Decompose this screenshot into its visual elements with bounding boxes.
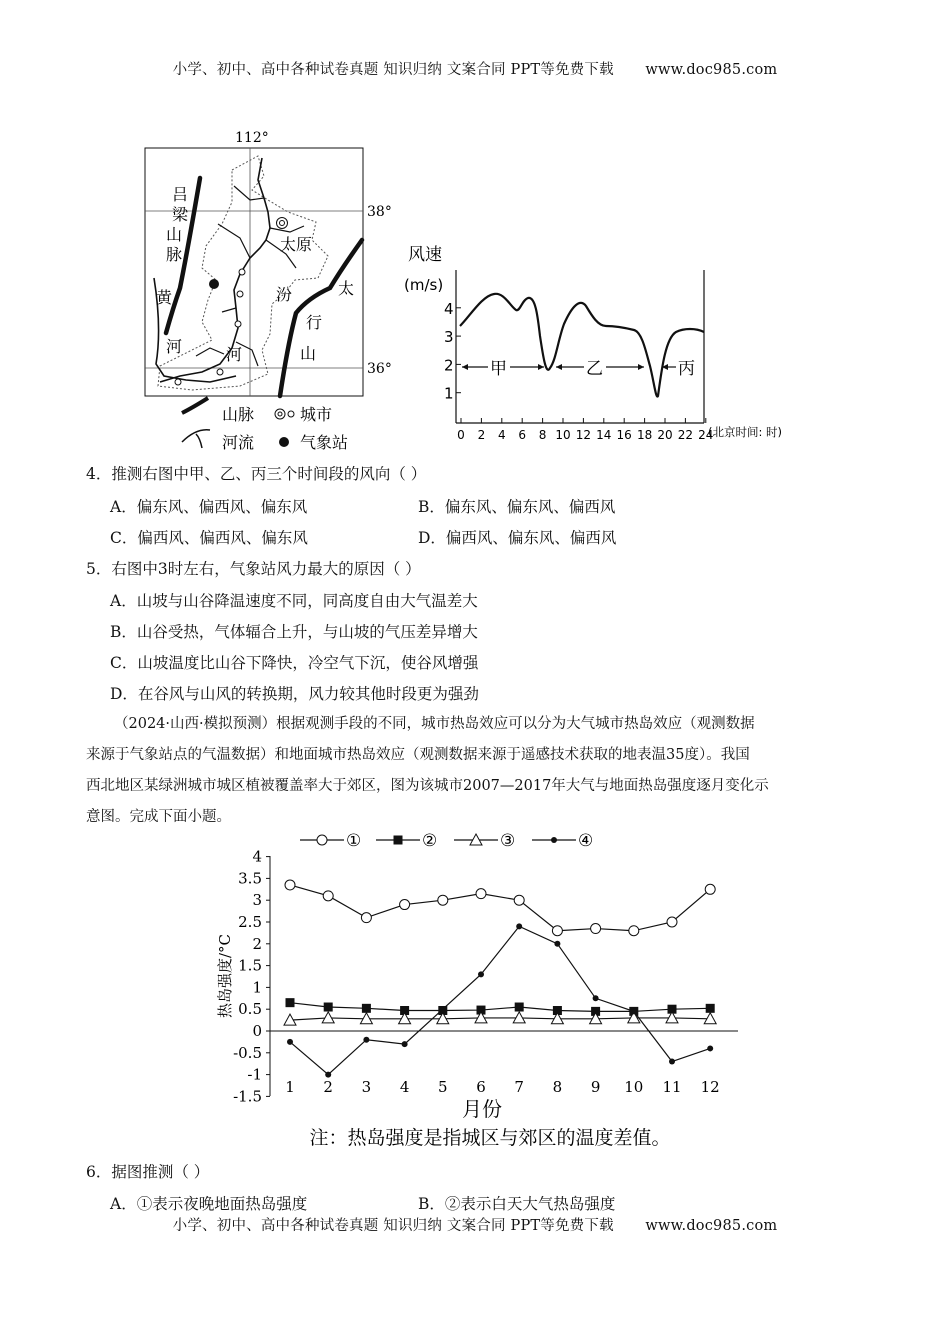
q5-option-a[interactable]: A．山坡与山谷降温速度不同，同高度自由大气温差大 [110,592,478,610]
series-4-point [516,923,522,929]
series-1-point [400,900,410,910]
q5-stem: 5．右图中3时左右，气象站风力最大的原因（ ） [86,560,421,578]
wind-speed-chart [400,236,830,446]
series-1-point [667,917,677,927]
wind-y-tick-label: 2 [444,356,454,375]
legend-city-icon [275,409,285,419]
taiyuan-city-marker [277,218,288,229]
series-1-line [290,885,710,931]
map-lat-bottom-label: 36° [367,361,392,377]
lvliang-char-1: 吕 [172,185,189,204]
legend-mountain-label: 山脉 [222,405,255,424]
wind-x-tick-label: 22 [677,428,694,442]
hi-x-tick-label: 5 [438,1078,448,1096]
hi-x-tick-label: 8 [552,1078,563,1096]
taiyuan-city-marker-inner [280,221,285,226]
wind-y-tick-label: 4 [444,299,454,318]
legend-city-label: 城市 [300,405,333,424]
taihang-char-1: 太 [338,279,355,298]
wind-x-tick-label: 24 [698,428,714,442]
weather-station-marker [209,279,219,289]
hi-x-tick-label: 9 [590,1078,601,1096]
fen-tributary [270,226,304,232]
legend-series-2-label: ② [422,831,438,851]
series-2-point [394,836,403,845]
passage-line-1: （2024·山西·模拟预测）根据观测手段的不同，城市热岛效应可以分为大气城市热岛效应（观测数据 [114,716,755,732]
hi-y-tick-label: 3.5 [238,869,262,888]
hi-x-tick-label: 12 [700,1078,720,1096]
hi-x-tick-label: 4 [399,1078,410,1096]
series-4-point [593,995,599,1001]
q5-option-d[interactable]: D．在谷风与山风的转换期，风力较其他时段更为强劲 [110,685,479,703]
taihang-char-2: 行 [306,313,323,332]
fen-tributary [218,224,250,258]
wind-y-tick-label: 3 [444,328,454,347]
legend-series-4-label: ④ [578,831,594,851]
wind-x-tick-label: 4 [497,428,506,442]
series-1-point [514,895,524,905]
heat-island-chart [200,826,760,1152]
wind-ylabel-line2: (m/s) [404,276,444,294]
period-yi: 乙 [586,359,603,379]
lvliang-char-3: 山 [166,225,183,244]
series-1-point [629,926,639,936]
wind-ylabel-line1: 风速 [408,245,442,265]
series-2-point [515,1003,524,1012]
series-4-point [669,1059,675,1065]
series-2-line [290,1003,710,1012]
series-1-point [361,913,371,923]
hi-y-tick-label: 2 [252,934,262,953]
hi-note: 注：热岛强度是指城区与郊区的温度差值。 [309,1127,671,1149]
page-footer [0,1214,950,1235]
hi-y-tick-label: -1.5 [233,1087,262,1106]
hi-ylabel: 热岛强度/°C [216,933,234,1019]
jia-arrow-left-head [462,364,468,370]
legend-river-icon [182,430,210,448]
hi-x-tick-label: 7 [514,1078,524,1096]
wind-speed-curve [460,294,704,397]
wind-x-tick-label: 18 [636,428,653,442]
series-2-point [362,1004,371,1013]
page-header [0,58,950,79]
series-1-point [705,884,715,894]
q5-option-c[interactable]: C．山坡温度比山谷下降快，冷空气下沉，使谷风增强 [110,654,479,672]
taiyuan-label: 太原 [280,235,313,254]
hi-y-tick-label: 1.5 [238,956,262,975]
wind-x-tick-label: 10 [555,428,571,442]
series-1-point [552,926,562,936]
legend-mountain-icon [182,398,208,413]
q6-option-b[interactable]: B．②表示白天大气热岛强度 [418,1195,616,1213]
taihang-char-3: 山 [300,344,317,363]
period-jia: 甲 [490,359,507,379]
hi-y-tick-label: 3 [252,891,262,910]
fen-tributary [222,308,236,312]
hi-y-tick-label: 0 [252,1022,262,1040]
series-1-point [323,891,333,901]
wind-x-tick-label: 16 [616,428,632,442]
series-2-point [324,1003,333,1012]
city-marker [237,291,243,297]
footer-text: 小学、初中、高中各种试卷真题 知识归纳 文案合同 PPT等免费下载 [172,1218,614,1234]
series-4-point [551,837,557,843]
legend-station-label: 气象站 [300,433,349,452]
series-1-point [476,889,486,899]
passage-line-3: 西北地区某绿洲城市城区植被覆盖率大于郊区，图为该城市2007—2017年大气与地面热岛强度逐月变化示 [86,778,769,794]
series-1-point [285,880,295,890]
legend-city-icon-inner [278,412,282,416]
fen-char-2: 河 [226,345,243,364]
hi-xlabel: 月份 [462,1097,502,1121]
yellow-river-char-2: 河 [166,337,183,356]
hi-y-tick-label: 4 [252,847,262,866]
legend-series-1-label: ① [346,831,362,851]
wind-x-unit: (北京时间: 时) [708,425,783,439]
series-2-point [706,1004,715,1013]
wind-x-tick-label: 0 [457,428,465,442]
series-4-line [290,926,710,1074]
passage-line-4: 意图。完成下面小题。 [86,809,231,825]
wind-x-tick-label: 12 [575,428,592,442]
legend-station-icon [279,437,289,447]
q4-option-d[interactable]: D．偏西风、偏东风、偏西风 [418,529,617,547]
yellow-river-char-1: 黄 [156,288,173,307]
series-4-point [707,1045,713,1051]
hi-y-tick-label: -1 [247,1065,262,1084]
lvliang-char-2: 梁 [172,205,189,224]
wind-x-tick-label: 20 [657,428,673,442]
series-4-point [554,941,560,947]
series-1-point [317,835,327,845]
city-marker [217,369,223,375]
map-longitude-label: 112° [235,130,269,146]
city-marker [175,379,181,385]
fen-tributary [234,186,264,200]
wind-x-tick-label: 2 [477,428,486,442]
q4-option-a[interactable]: A．偏东风、偏西风、偏东风 [110,498,308,516]
q6-option-a[interactable]: A．①表示夜晚地面热岛强度 [110,1195,308,1213]
hi-y-tick-label: 1 [252,978,262,997]
map-lat-top-label: 38° [367,204,392,220]
city-marker [235,321,241,327]
q4-option-c[interactable]: C．偏西风、偏西风、偏东风 [110,529,308,547]
series-4-point [363,1037,369,1043]
yi-arrow-left-head [556,364,562,370]
yi-arrow-right-head [638,364,644,370]
series-4-point [402,1041,408,1047]
hi-x-tick-label: 3 [361,1078,372,1096]
series-4-point [631,1008,637,1014]
wind-x-tick-label: 14 [596,428,612,442]
header-text: 小学、初中、高中各种试卷真题 知识归纳 文案合同 PPT等免费下载 [172,62,614,78]
hi-y-tick-label: 0.5 [238,1000,262,1019]
period-bing: 丙 [678,359,695,379]
hi-x-tick-label: 1 [285,1078,295,1096]
hi-y-tick-label: 2.5 [238,913,262,931]
footer-url: www.doc985.com [645,1218,778,1234]
fen-tributary [196,348,224,356]
passage-line-2: 来源于气象站点的气温数据）和地面城市热岛效应（观测数据来源于遥感技术获取的地表温35度）。我国 [86,747,750,763]
city-marker [239,269,245,275]
series-3-line [290,1018,710,1020]
series-4-point [287,1039,293,1045]
wind-x-tick-label: 8 [538,428,547,442]
q5-option-b[interactable]: B．山谷受热，气体辐合上升，与山坡的气压差异增大 [110,623,478,641]
series-2-point [286,998,295,1007]
hi-x-tick-label: 6 [476,1078,486,1096]
wind-y-tick-label: 1 [444,384,454,403]
jia-arrow-right-head [538,364,544,370]
series-4-point [325,1072,331,1078]
legend-series-3-label: ③ [500,831,516,851]
series-1-point [438,895,448,905]
q4-option-b[interactable]: B．偏东风、偏东风、偏西风 [418,498,616,516]
hi-y-tick-label: -0.5 [233,1043,262,1062]
header-url: www.doc985.com [645,62,778,78]
legend-town-icon [288,411,294,417]
hi-x-tick-label: 10 [624,1078,644,1096]
lvliang-char-4: 脉 [166,245,183,264]
q4-stem: 4．推测右图中甲、乙、丙三个时间段的风向（ ） [86,465,427,483]
hi-x-tick-label: 2 [323,1078,333,1096]
q6-stem: 6．据图推测（ ） [86,1163,210,1181]
legend-river-label: 河流 [222,433,255,452]
series-4-point [440,1006,446,1012]
hi-x-tick-label: 11 [662,1078,682,1096]
shanxi-map [140,128,420,458]
wind-x-tick-label: 6 [518,428,527,442]
fen-char-1: 汾 [276,285,293,304]
series-1-point [591,924,601,934]
series-4-point [478,971,484,977]
